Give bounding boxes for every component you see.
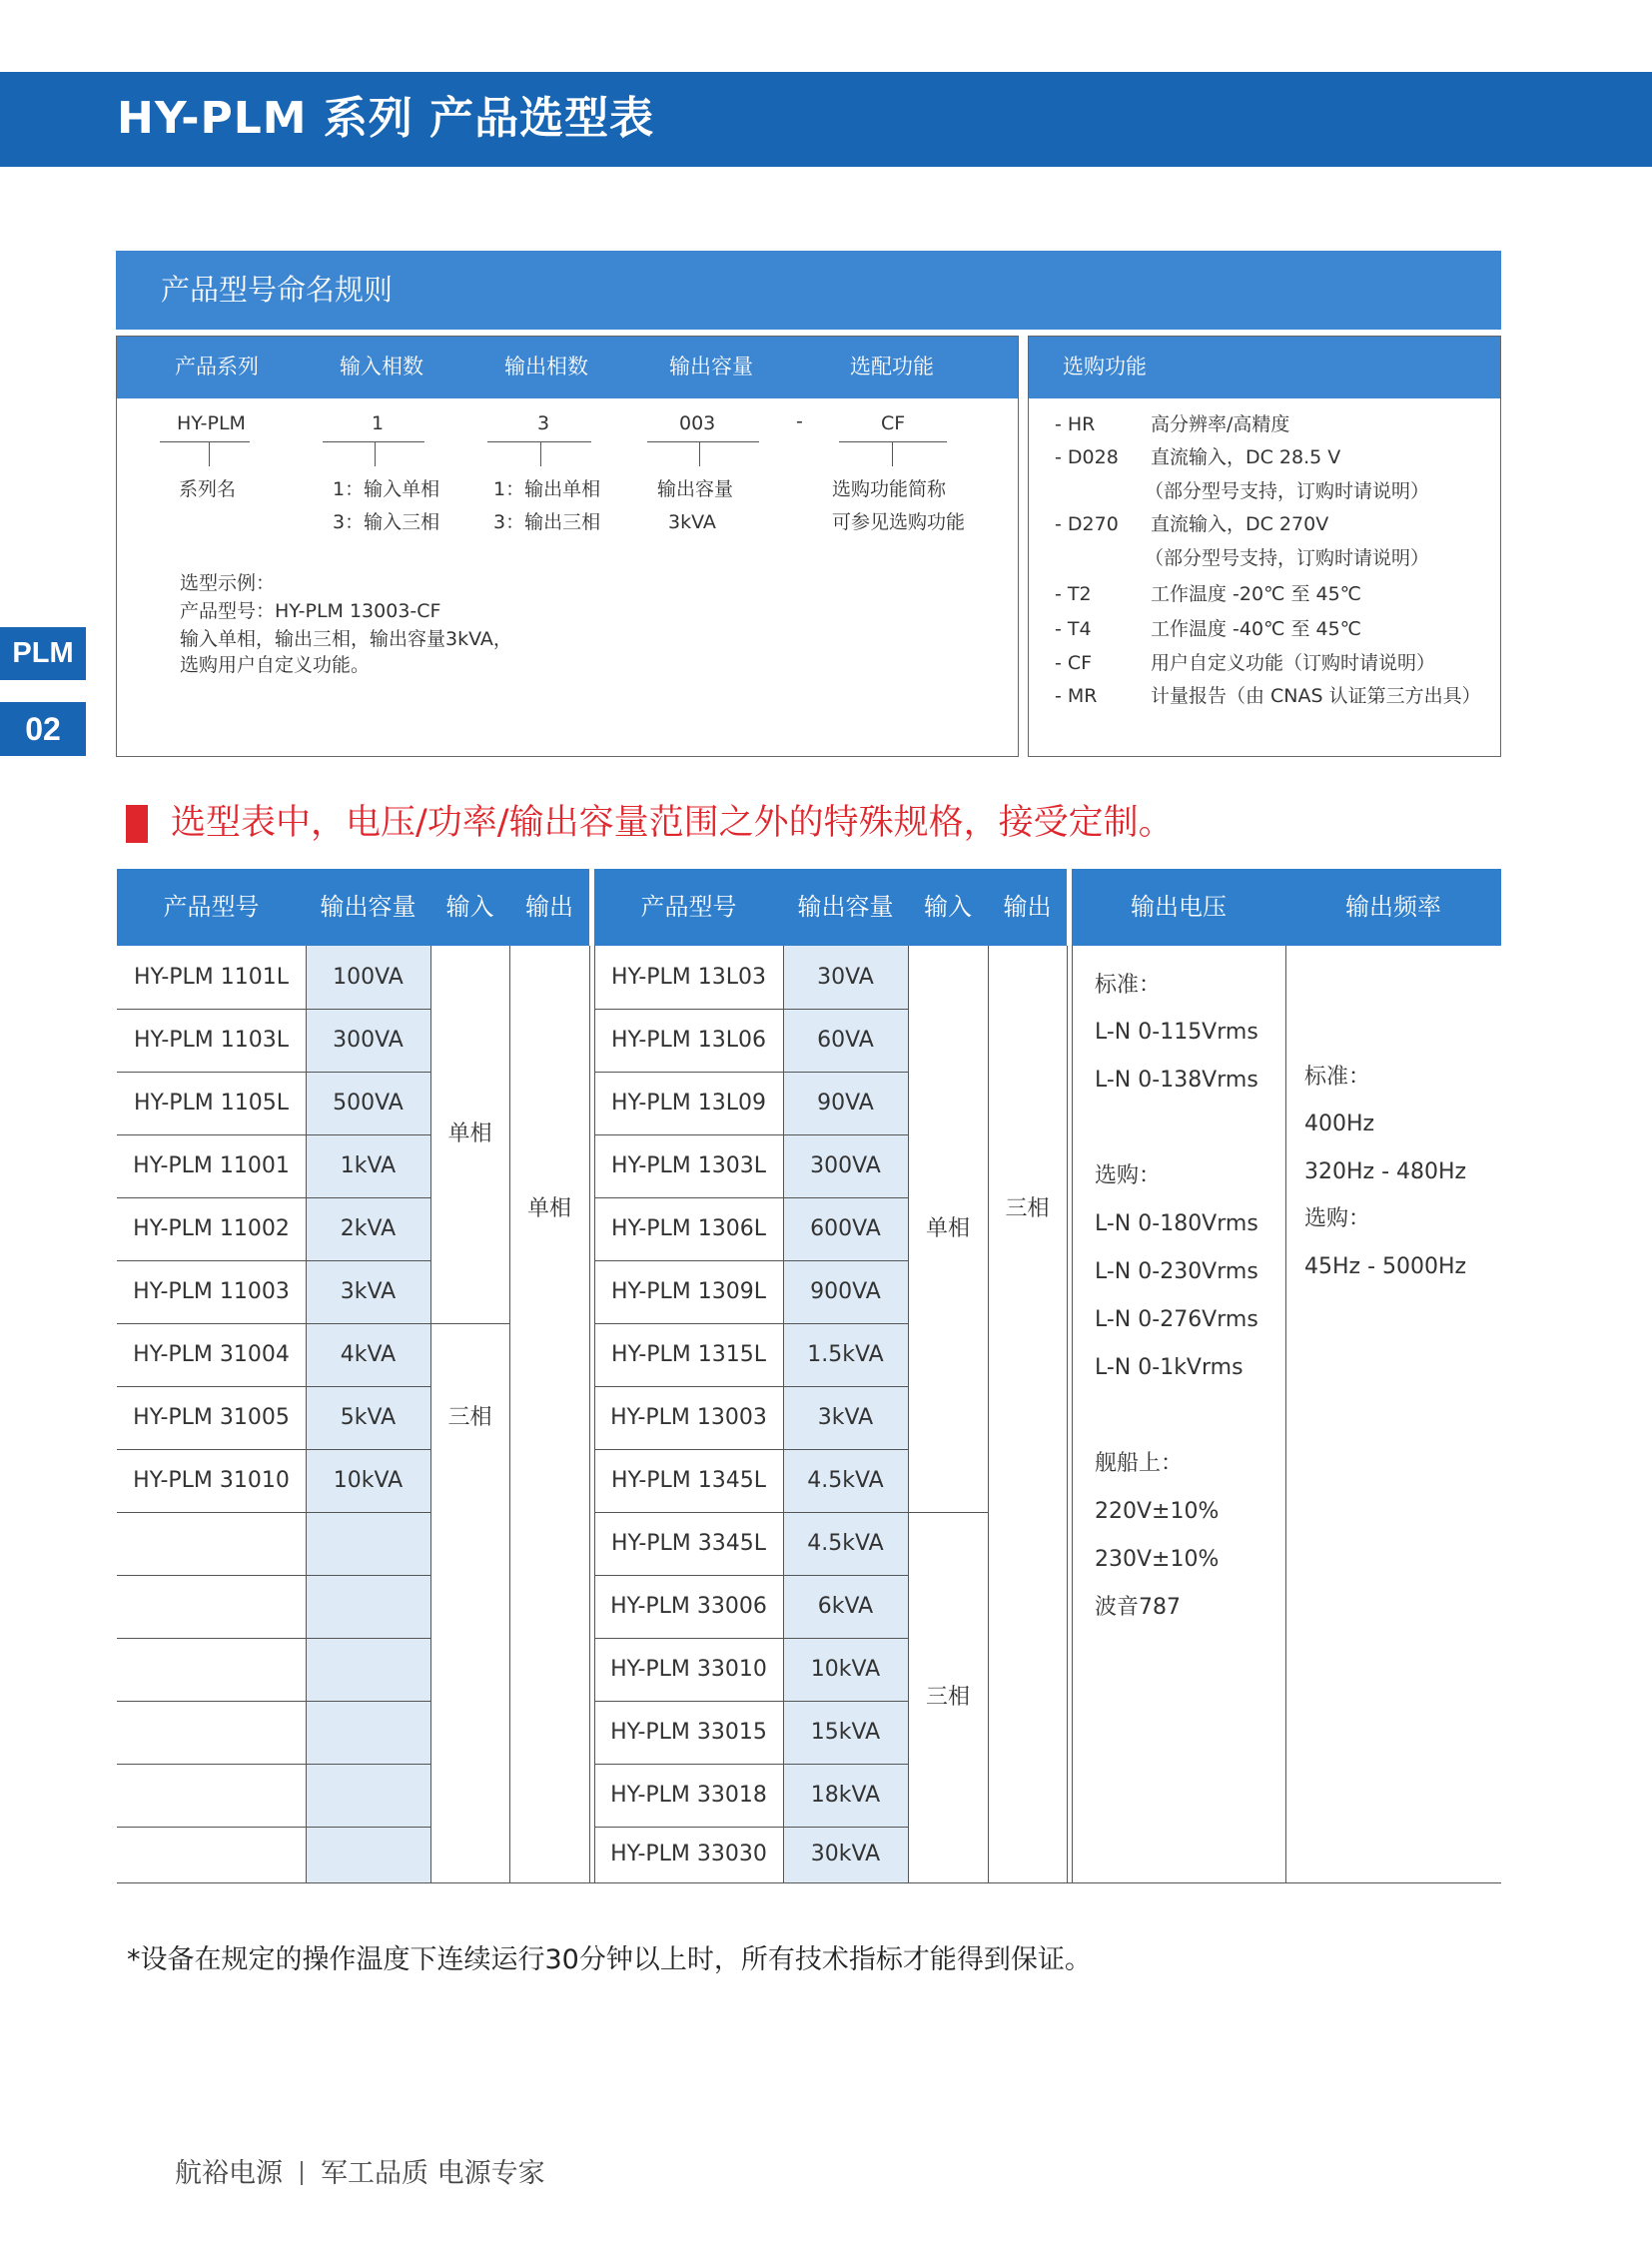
table-cell-capacity: 1kVA [340,1153,397,1178]
voltage-line: L-N 0-115Vrms [1095,1020,1258,1045]
column-divider [908,946,909,1882]
desc-input-1: 1：输入单相 [333,478,440,500]
option-code: - CF [1055,652,1093,674]
row-divider [117,1386,430,1387]
table-cell-model: HY-PLM 33010 [610,1657,767,1682]
code-input: 1 [372,412,385,434]
code-output: 3 [537,412,550,434]
row-divider [594,1134,908,1135]
code-underline-input [323,441,424,442]
table-bottom-line [117,1882,1501,1883]
row-divider [594,1260,908,1261]
voltage-line: L-N 0-1kVrms [1095,1355,1243,1380]
row-divider [117,1323,430,1324]
row-divider [117,1701,430,1702]
th-input-right: 输入 [908,869,988,946]
footer-slogan: 军工品质 电源专家 [321,2158,545,2189]
row-divider [117,1260,430,1261]
code-tick-capacity [699,441,700,466]
option-code: - HR [1055,413,1096,435]
voltage-line: 舰船上： [1095,1451,1184,1476]
column-divider [1285,946,1286,1882]
naming-col-series: 产品系列 [175,355,259,378]
table-cell-capacity: 3kVA [817,1405,874,1430]
row-divider [117,1638,430,1639]
side-tab-series: PLM [0,627,86,680]
naming-col-output: 输出相数 [504,355,588,378]
option-code: - D028 [1055,446,1119,468]
voltage-line: L-N 0-276Vrms [1095,1307,1258,1332]
row-divider [117,1009,430,1010]
table-cell-model: HY-PLM 33030 [610,1842,767,1867]
table-cell-model: HY-PLM 1309L [610,1279,767,1304]
table-cell-capacity: 30kVA [810,1842,881,1867]
option-desc: 计量报告（由 CNAS 认证第三方出具） [1151,685,1481,707]
table-cell-model: HY-PLM 1105L [133,1091,290,1116]
table-cell-model: HY-PLM 33006 [610,1594,767,1619]
voltage-line: L-N 0-138Vrms [1095,1068,1258,1093]
frequency-line: 选购： [1304,1206,1371,1231]
table-cell-capacity: 6kVA [817,1594,874,1619]
table-cell-capacity: 100VA [333,965,404,990]
page-title: HY-PLM 系列 产品选型表 [117,93,655,144]
table-cell-model: HY-PLM 11002 [133,1216,290,1241]
th-model-left: 产品型号 [117,869,306,946]
option-code: - T4 [1055,618,1092,640]
table-cell-input: 三相 [447,1405,492,1430]
column-divider [594,946,595,1882]
row-divider [594,1386,908,1387]
table-cell-model: HY-PLM 31004 [133,1342,290,1367]
code-underline-option [839,441,947,442]
row-divider [594,1449,908,1450]
custom-note: 选型表中，电压/功率/输出容量范围之外的特殊规格，接受定制。 [171,803,1174,843]
row-divider [117,1575,430,1576]
table-cell-model: HY-PLM 1101L [133,965,290,990]
row-divider [594,1323,908,1324]
red-marker [126,805,148,843]
frequency-line: 320Hz - 480Hz [1304,1159,1467,1184]
column-divider [988,946,989,1882]
table-cell-model: HY-PLM 33015 [610,1720,767,1745]
row-divider [594,1701,908,1702]
option-code: - T2 [1055,583,1092,605]
row-divider [117,1512,430,1513]
table-cell-capacity: 10kVA [810,1657,881,1682]
table-cell-model: HY-PLM 33018 [610,1783,767,1808]
option-desc: （部分型号支持，订购时请说明） [1145,480,1430,502]
example-title: 选型示例： [180,572,276,594]
column-divider [1067,946,1068,1882]
naming-col-capacity: 输出容量 [669,355,753,378]
row-divider [594,1512,908,1513]
table-cell-model: HY-PLM 1303L [610,1153,767,1178]
table-cell-input: 单相 [447,1121,492,1146]
table-cell-capacity: 15kVA [810,1720,881,1745]
desc-option-ref: 可参见选购功能 [832,511,966,533]
frequency-line: 400Hz [1304,1112,1375,1136]
desc-output-1: 1：输出单相 [493,478,601,500]
side-tab-page-number: 02 [0,702,86,756]
option-desc: （部分型号支持，订购时请说明） [1145,547,1430,569]
option-desc: 直流输入，DC 28.5 V [1151,446,1341,468]
table-cell-capacity: 90VA [817,1091,874,1116]
footer-brand: 航裕电源 [175,2158,283,2189]
desc-capacity-example: 3kVA [668,511,716,533]
voltage-line: L-N 0-230Vrms [1095,1259,1258,1284]
table-cell-output: 三相 [1005,1196,1050,1221]
frequency-line: 标准： [1304,1065,1371,1090]
th-frequency: 输出频率 [1285,869,1501,946]
row-divider [594,1827,908,1828]
th-capacity-left: 输出容量 [306,869,430,946]
row-divider [117,1449,430,1450]
column-divider [589,946,590,1882]
option-code: - D270 [1055,513,1119,535]
th-model-right: 产品型号 [594,869,783,946]
code-tick-input [375,441,376,466]
option-desc: 工作温度 -40℃ 至 45℃ [1151,618,1362,640]
code-dash: - [796,410,803,432]
column-divider [430,946,431,1882]
option-desc: 直流输入，DC 270V [1151,513,1329,535]
table-cell-capacity: 300VA [333,1028,404,1053]
desc-series: 系列名 [179,478,237,500]
column-divider [783,946,784,1882]
option-desc: 高分辨率/高精度 [1151,413,1290,435]
option-code: - MR [1055,685,1098,707]
naming-section-title: 产品型号命名规则 [161,273,394,307]
table-cell-capacity: 4.5kVA [807,1531,884,1556]
row-divider [117,1072,430,1073]
table-cell-model: HY-PLM 31010 [133,1468,290,1493]
row-divider [117,1764,430,1765]
th-capacity-right: 输出容量 [783,869,908,946]
row-divider [594,1072,908,1073]
column-divider [509,946,510,1882]
table-cell-capacity: 4kVA [340,1342,397,1367]
voltage-line: 标准： [1095,973,1162,998]
table-cell-model: HY-PLM 1103L [133,1028,290,1053]
row-divider [594,1575,908,1576]
table-cell-model: HY-PLM 1306L [610,1216,767,1241]
row-divider [594,1638,908,1639]
code-capacity: 003 [679,412,716,434]
voltage-line: L-N 0-180Vrms [1095,1211,1258,1236]
row-divider [117,1134,430,1135]
table-cell-capacity: 600VA [810,1216,881,1241]
table-cell-model: HY-PLM 11001 [133,1153,290,1178]
code-underline-output [487,441,591,442]
table-cell-model: HY-PLM 13L03 [610,965,767,990]
table-cell-capacity: 500VA [333,1091,404,1116]
th-input-left: 输入 [430,869,509,946]
code-tick-option [892,441,893,466]
column-divider [306,946,307,1882]
table-cell-capacity: 4.5kVA [807,1468,884,1493]
table-cell-input: 三相 [925,1685,970,1710]
table-cell-model: HY-PLM 11003 [133,1279,290,1304]
footer-separator [301,2161,303,2185]
row-divider [594,1009,908,1010]
code-tick-output [540,441,541,466]
example-desc: 输入单相，输出三相，输出容量3kVA， [180,628,512,650]
table-cell-capacity: 5kVA [340,1405,397,1430]
code-underline-capacity [647,441,759,442]
row-divider [594,1197,908,1198]
table-cell-capacity: 1.5kVA [807,1342,884,1367]
th-voltage: 输出电压 [1072,869,1285,946]
th-output-left: 输出 [509,869,589,946]
table-cell-capacity: 2kVA [340,1216,397,1241]
table-cell-capacity: 300VA [810,1153,881,1178]
table-cell-model: HY-PLM 1345L [610,1468,767,1493]
naming-rules-box [116,336,1019,757]
naming-col-input: 输入相数 [340,355,423,378]
table-cell-capacity: 10kVA [333,1468,404,1493]
code-underline-series [160,441,250,442]
footer [175,2151,545,2190]
table-cell-capacity: 30VA [817,965,874,990]
table-cell-capacity: 3kVA [340,1279,397,1304]
table-cell-model: HY-PLM 13003 [610,1405,767,1430]
code-series: HY-PLM [177,412,246,434]
example-model: 产品型号：HY-PLM 13003-CF [180,600,441,622]
column-divider [1072,946,1073,1882]
desc-option: 选购功能简称 [832,478,947,500]
voltage-line: 选购： [1095,1163,1162,1188]
code-tick-series [209,441,210,466]
row-divider [117,1827,430,1828]
row-divider [594,1764,908,1765]
row-divider [117,1197,430,1198]
table-cell-output: 单相 [526,1196,571,1221]
option-desc: 用户自定义功能（订购时请说明） [1151,652,1436,674]
example-option: 选购用户自定义功能。 [180,654,371,676]
table-cell-capacity: 18kVA [810,1783,881,1808]
desc-output-3: 3：输出三相 [493,511,601,533]
naming-col-option: 选配功能 [850,355,934,378]
frequency-line: 45Hz - 5000Hz [1304,1254,1467,1279]
table-cell-model: HY-PLM 3345L [610,1531,767,1556]
voltage-line: 230V±10% [1095,1547,1220,1572]
option-desc: 工作温度 -20℃ 至 45℃ [1151,583,1362,605]
table-cell-capacity: 60VA [817,1028,874,1053]
voltage-line: 波音787 [1095,1595,1181,1620]
table-cell-input: 单相 [925,1216,970,1241]
desc-input-3: 3：输入三相 [333,511,440,533]
voltage-line: 220V±10% [1095,1499,1220,1524]
table-cell-model: HY-PLM 1315L [610,1342,767,1367]
table-cell-model: HY-PLM 31005 [133,1405,290,1430]
options-title: 选购功能 [1063,355,1147,378]
table-cell-model: HY-PLM 13L06 [610,1028,767,1053]
footnote: *设备在规定的操作温度下连续运行30分钟以上时，所有技术指标才能得到保证。 [127,1944,1092,1975]
table-cell-capacity: 900VA [810,1279,881,1304]
th-output-right: 输出 [988,869,1067,946]
table-cell-model: HY-PLM 13L09 [610,1091,767,1116]
code-option: CF [881,412,906,434]
desc-capacity: 输出容量 [657,478,734,500]
